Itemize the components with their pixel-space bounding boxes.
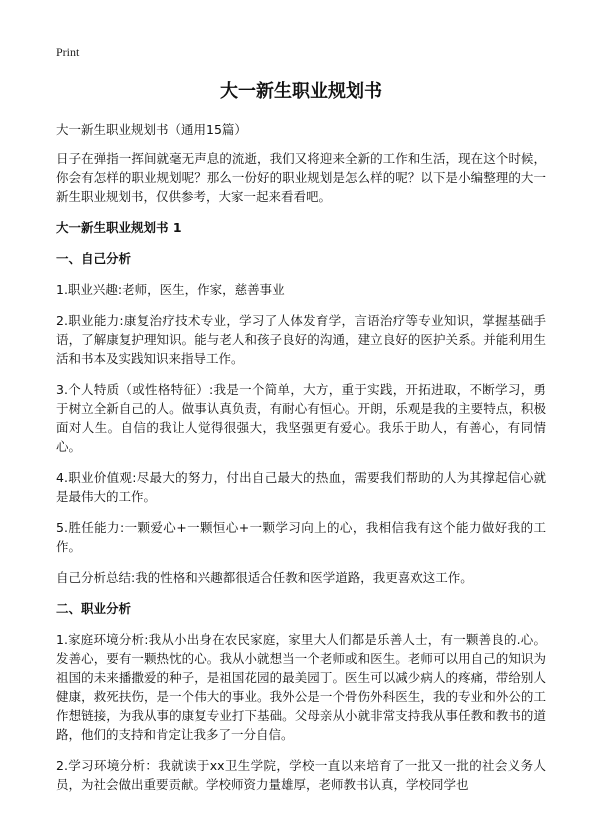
intro-paragraph: 日子在弹指一挥间就毫无声息的流逝，我们又将迎来全新的工作和生活，现在这个时候，你会有怎样的职业规划呢？那么一份好的职业规划是怎么样的呢？以下是小编整理的大一新生职业规划书，仅供参考，大家一起来看看吧。 xyxy=(56,151,546,204)
self-analysis-item: 1.职业兴趣:老师，医生，作家，慈善事业 xyxy=(56,282,285,297)
print-link[interactable]: Print xyxy=(56,45,80,59)
self-analysis-item: 4.职业价值观:尽最大的努力，付出自己最大的热血，需要我们帮助的人为其撑起信心就是最伟大的工作。 xyxy=(56,470,546,504)
article-heading: 大一新生职业规划书 1 xyxy=(56,220,182,235)
self-analysis-summary: 自己分析总结:我的性格和兴趣都很适合任教和医学道路，我更喜欢这工作。 xyxy=(56,570,473,585)
career-analysis-item: 1.家庭环境分析:我从小出身在农民家庭，家里大人们都是乐善人士，有一颗善良的.心。发善心，要有一颗热忱的心。我从小就想当一个老师或和医生。老师可以用自己的知识为祖国的未来播撒爱的种子，是祖国花园的最美园丁。医生可以减少病人的疼痛，带给别人健康，救死扶伤，是一个伟大的事业。我外公是一个骨伤外科医生，我的专业和外公的工作想链接，为我从事的康复专业打下基础。父母亲从小就非常支持我从事任教和教书的道路，他们的支持和肯定让我多了一分自信。 xyxy=(56,632,546,742)
section-self-analysis-heading: 一、自己分析 xyxy=(56,251,132,266)
self-analysis-item: 2.职业能力:康复治疗技术专业，学习了人体发育学，言语治疗等专业知识，掌握基础手语，了解康复护理知识。能与老人和孩子良好的沟通，建立良好的医护关系。并能利用生活和书本及实践知识来指导工作。 xyxy=(56,313,546,366)
section-career-analysis-heading: 二、职业分析 xyxy=(56,601,132,616)
document-body xyxy=(56,120,546,806)
self-analysis-item: 5.胜任能力:一颗爱心+一颗恒心+一颗学习向上的心，我相信我有这个能力做好我的工作。 xyxy=(56,520,546,554)
self-analysis-item: 3.个人特质（或性格特征）:我是一个简单，大方，重于实践，开拓进取，不断学习，勇于树立全新自己的人。做事认真负责，有耐心有恒心。开朗，乐观是我的主要特点，积极面对人生。自信的我让人觉得很强大，我坚强更有爱心。我乐于助人，有善心，有同情心。 xyxy=(56,382,546,454)
document-subtitle: 大一新生职业规划书（通用15篇） xyxy=(56,122,247,137)
document-title: 大一新生职业规划书 xyxy=(220,81,382,102)
career-analysis-item: 2.学习环境分析：我就读于xx卫生学院，学校一直以来培育了一批又一批的社会义务人员，为社会做出重要贡献。学校师资力量雄厚，老师教书认真，学校同学也 xyxy=(56,758,546,792)
